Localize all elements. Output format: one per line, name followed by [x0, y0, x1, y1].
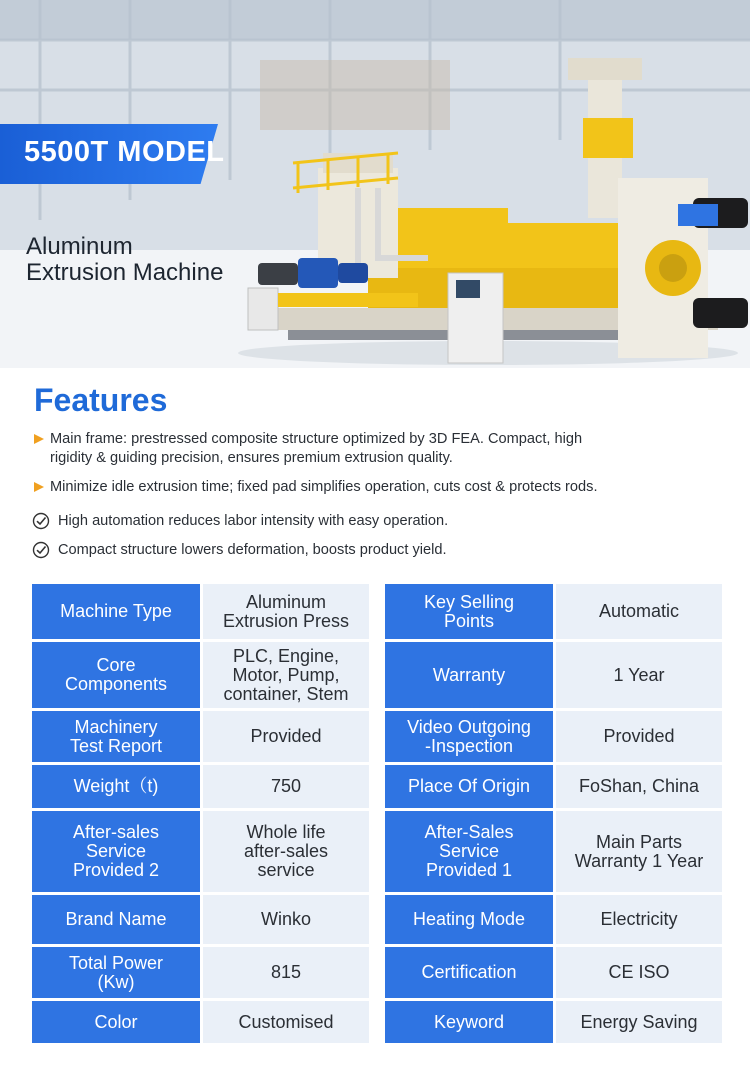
feature-text: Compact structure lowers deformation, boosts product yield. [58, 542, 447, 558]
feature-text: Main frame: prestressed composite structure optimized by 3D FEA. Compact, high [50, 431, 583, 447]
spec-value: 815 [203, 947, 369, 998]
check-circle-icon [32, 512, 50, 530]
spec-label: Warranty [385, 642, 553, 708]
table-row [31, 642, 721, 708]
model-badge-label: 5500T MODEL [24, 136, 225, 168]
spec-value: CE ISO [556, 947, 722, 998]
spec-value: Provided [556, 711, 722, 762]
spec-label: Place Of Origin [385, 765, 553, 808]
spec-label: Key Selling Points [385, 584, 553, 639]
extrusion-machine-illustration [238, 58, 750, 368]
table-row [31, 584, 721, 639]
table-row [31, 895, 721, 944]
spec-label: Brand Name [32, 895, 200, 944]
spec-label: Certification [385, 947, 553, 998]
spec-value: Winko [203, 895, 369, 944]
spec-value: 1 Year [556, 642, 722, 708]
triangle-bullet-icon [34, 434, 44, 444]
spec-value: Energy Saving [556, 1001, 722, 1043]
product-subtitle [26, 234, 256, 286]
spec-value: PLC, Engine, Motor, Pump, container, Stem [203, 642, 369, 708]
spec-label: Heating Mode [385, 895, 553, 944]
feature-text: rigidity & guiding precision, ensures premium extrusion quality. [50, 450, 453, 466]
spec-label: Keyword [385, 1001, 553, 1043]
spec-label: Machinery Test Report [32, 711, 200, 762]
spec-label: Total Power (Kw) [32, 947, 200, 998]
spec-value: Provided [203, 711, 369, 762]
triangle-bullet-icon [34, 482, 44, 492]
feature-text: High automation reduces labor intensity with easy operation. [58, 513, 449, 529]
table-row [31, 1001, 721, 1043]
spec-label: Video Outgoing -Inspection [385, 711, 553, 762]
spec-label: Machine Type [32, 584, 200, 639]
spec-label: Core Components [32, 642, 200, 708]
subtitle-line-2: Extrusion Machine [26, 259, 224, 286]
spec-value: Customised [203, 1001, 369, 1043]
spec-label: After-sales Service Provided 2 [32, 811, 200, 892]
subtitle-line-1: Aluminum [26, 233, 133, 260]
table-row [31, 947, 721, 998]
check-circle-icon [32, 541, 50, 559]
spec-label: Weight（t) [32, 765, 200, 808]
spec-label: Color [32, 1001, 200, 1043]
spec-value: 750 [203, 765, 369, 808]
table-row [31, 811, 721, 892]
spec-value: Electricity [556, 895, 722, 944]
table-row [31, 765, 721, 808]
table-row [31, 711, 721, 762]
spec-value: FoShan, China [556, 765, 722, 808]
feature-text: Minimize idle extrusion time; fixed pad simplifies operation, cuts cost & protects rods. [50, 479, 598, 495]
spec-value: Main Parts Warranty 1 Year [556, 811, 722, 892]
spec-value: Automatic [556, 584, 722, 639]
spec-value: Whole life after-sales service [203, 811, 369, 892]
spec-label: After-Sales Service Provided 1 [385, 811, 553, 892]
spec-value: Aluminum Extrusion Press [203, 584, 369, 639]
features-heading: Features [34, 382, 168, 418]
hero-banner [0, 0, 750, 368]
